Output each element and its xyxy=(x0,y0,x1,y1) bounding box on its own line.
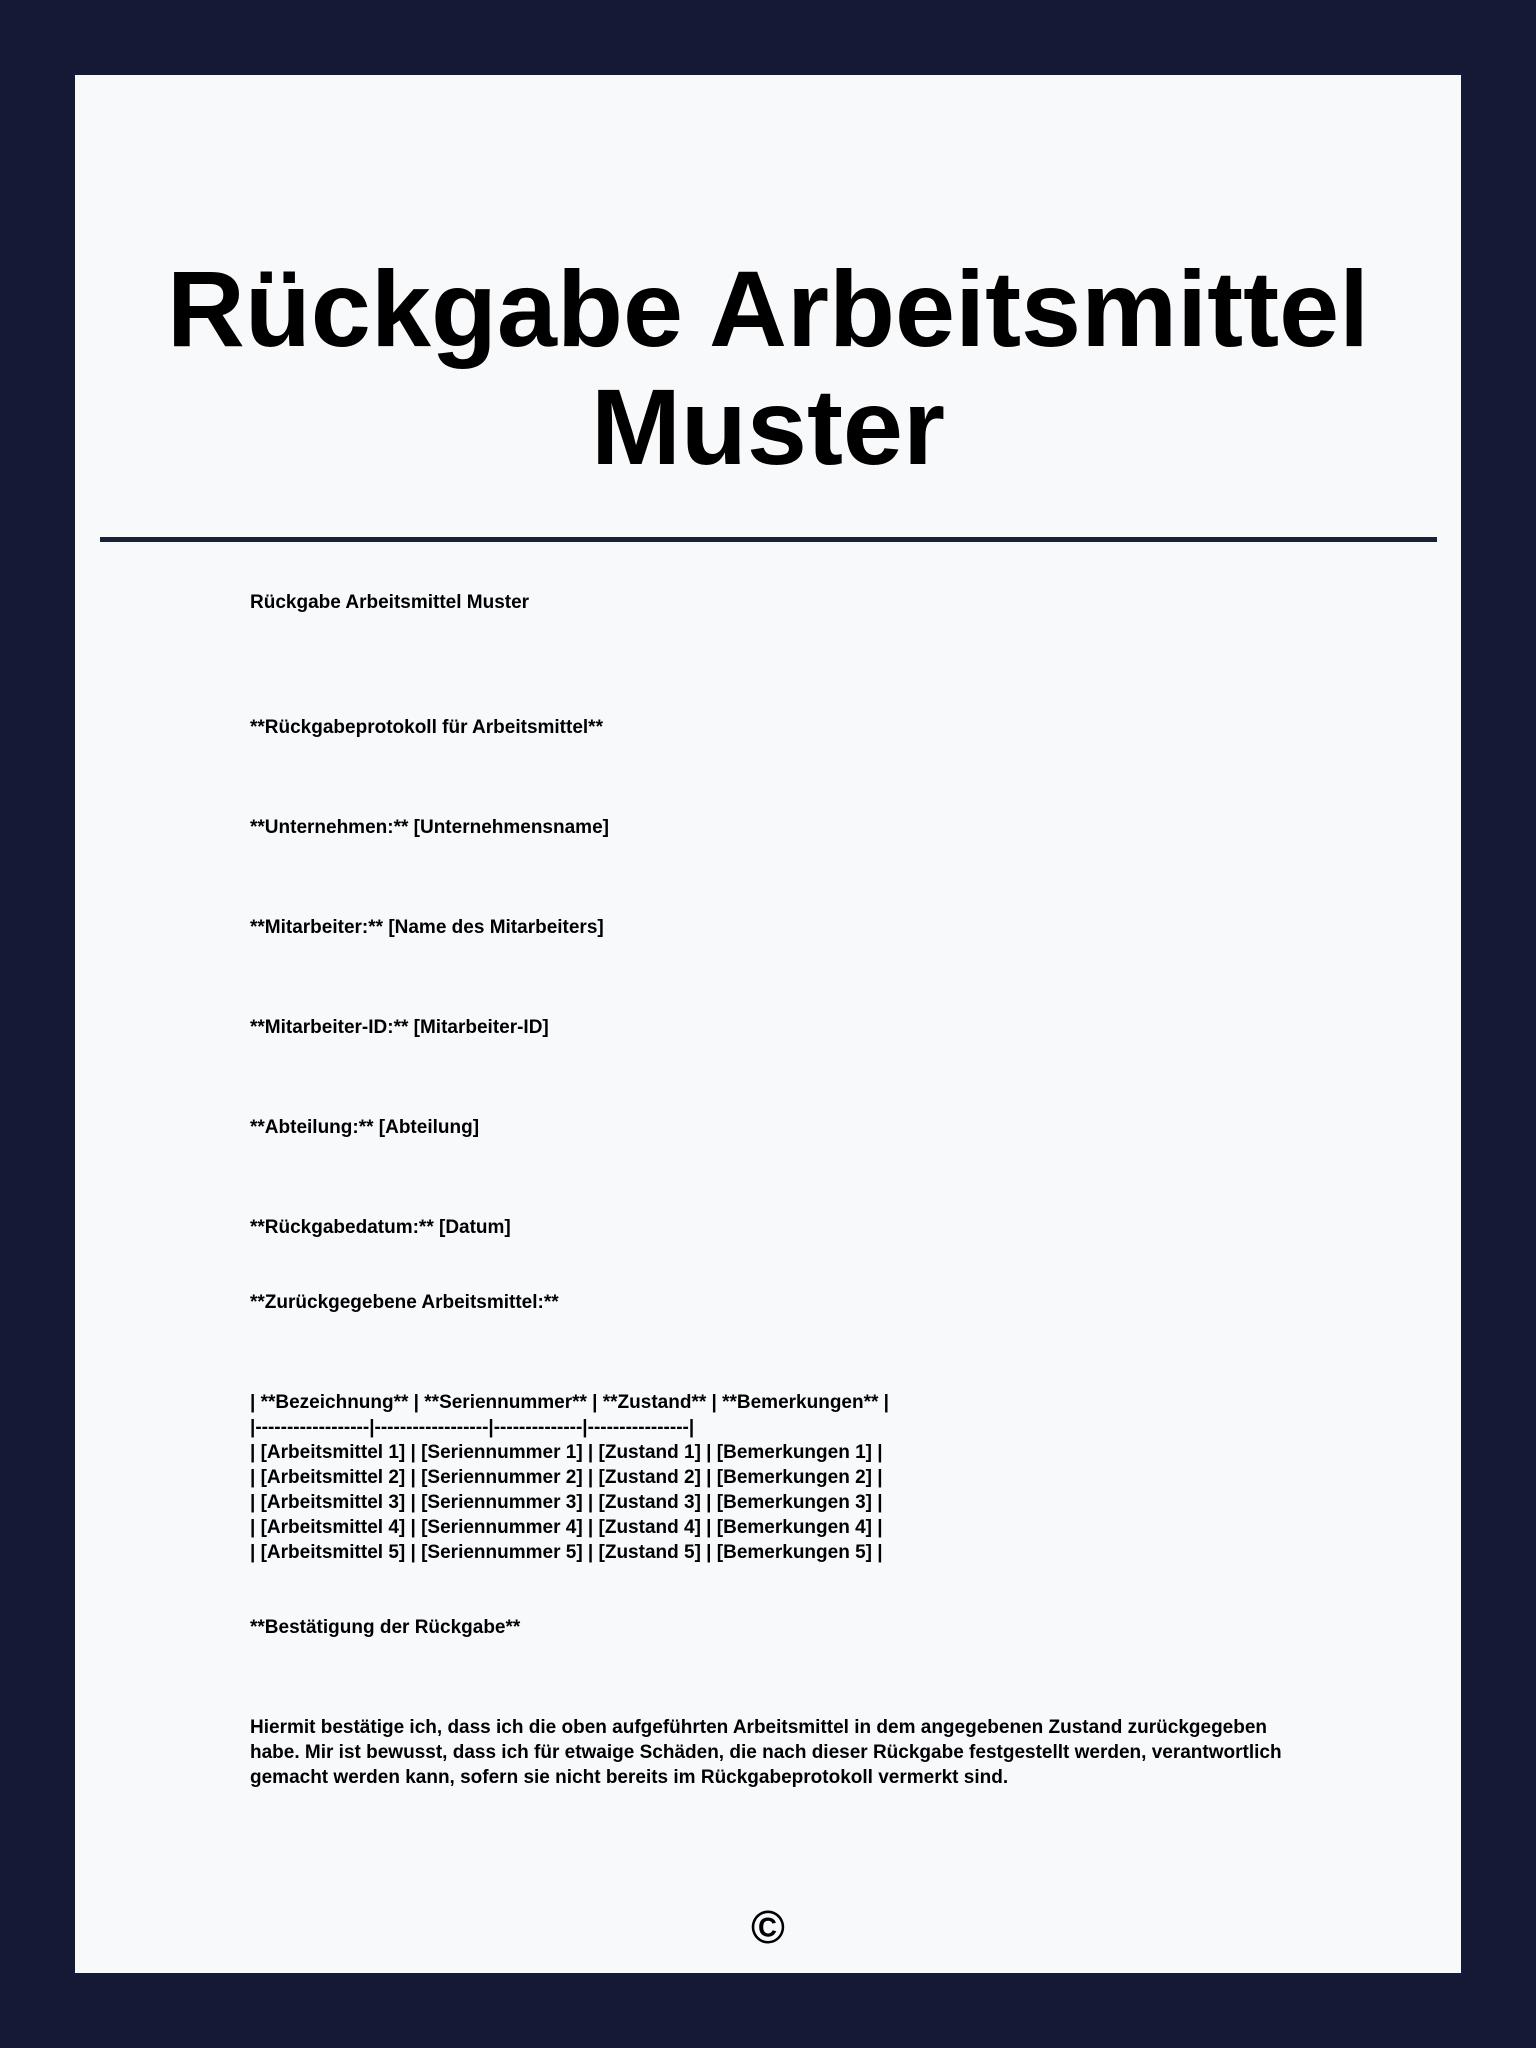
field-employee: **Mitarbeiter:** [Name des Mitarbeiters] xyxy=(250,917,604,938)
table-row: | [Arbeitsmittel 2] | [Seriennummer 2] | [Zustand 2] | [Bemerkungen 2] | xyxy=(250,1467,883,1488)
title-divider xyxy=(100,537,1437,542)
table-header-row: | **Bezeichnung** | **Seriennummer** | **Zustand** | **Bemerkungen** | xyxy=(250,1392,889,1413)
confirmation-heading: **Bestätigung der Rückgabe** xyxy=(250,1617,521,1638)
protocol-heading: **Rückgabeprotokoll für Arbeitsmittel** xyxy=(250,717,603,738)
copyright-icon: © xyxy=(751,1901,785,1953)
table-row: | [Arbeitsmittel 1] | [Seriennummer 1] | [Zustand 1] | [Bemerkungen 1] | xyxy=(250,1442,883,1463)
confirmation-text: Hiermit bestätige ich, dass ich die oben aufgeführten Arbeitsmittel in dem angegebenen Zustand zurückgegeben habe. Mir ist bewusst, dass ich für etwaige Schäden, die nach dieser Rückgabe festgestellt werden, verantwortlich gemacht werden kann, sofern sie nicht bereits im Rückgabeprotokoll vermerkt sind. xyxy=(250,1717,1282,1788)
table-separator-row: |------------------|------------------|--------------|----------------| xyxy=(250,1417,695,1438)
table-row: | [Arbeitsmittel 3] | [Seriennummer 3] | [Zustand 3] | [Bemerkungen 3] | xyxy=(250,1492,883,1513)
items-heading: **Zurückgegebene Arbeitsmittel:** xyxy=(250,1292,559,1313)
field-return-date: **Rückgabedatum:** [Datum] xyxy=(250,1217,511,1238)
document-page xyxy=(75,75,1461,1973)
document-subtitle: Rückgabe Arbeitsmittel Muster xyxy=(250,592,530,613)
field-employee-id: **Mitarbeiter-ID:** [Mitarbeiter-ID] xyxy=(250,1017,549,1038)
field-company: **Unternehmen:** [Unternehmensname] xyxy=(250,817,609,838)
table-row: | [Arbeitsmittel 4] | [Seriennummer 4] | [Zustand 4] | [Bemerkungen 4] | xyxy=(250,1517,883,1538)
table-row: | [Arbeitsmittel 5] | [Seriennummer 5] | [Zustand 5] | [Bemerkungen 5] | xyxy=(250,1542,883,1563)
field-department: **Abteilung:** [Abteilung] xyxy=(250,1117,480,1138)
page-title: Rückgabe Arbeitsmittel Muster xyxy=(166,248,1370,487)
